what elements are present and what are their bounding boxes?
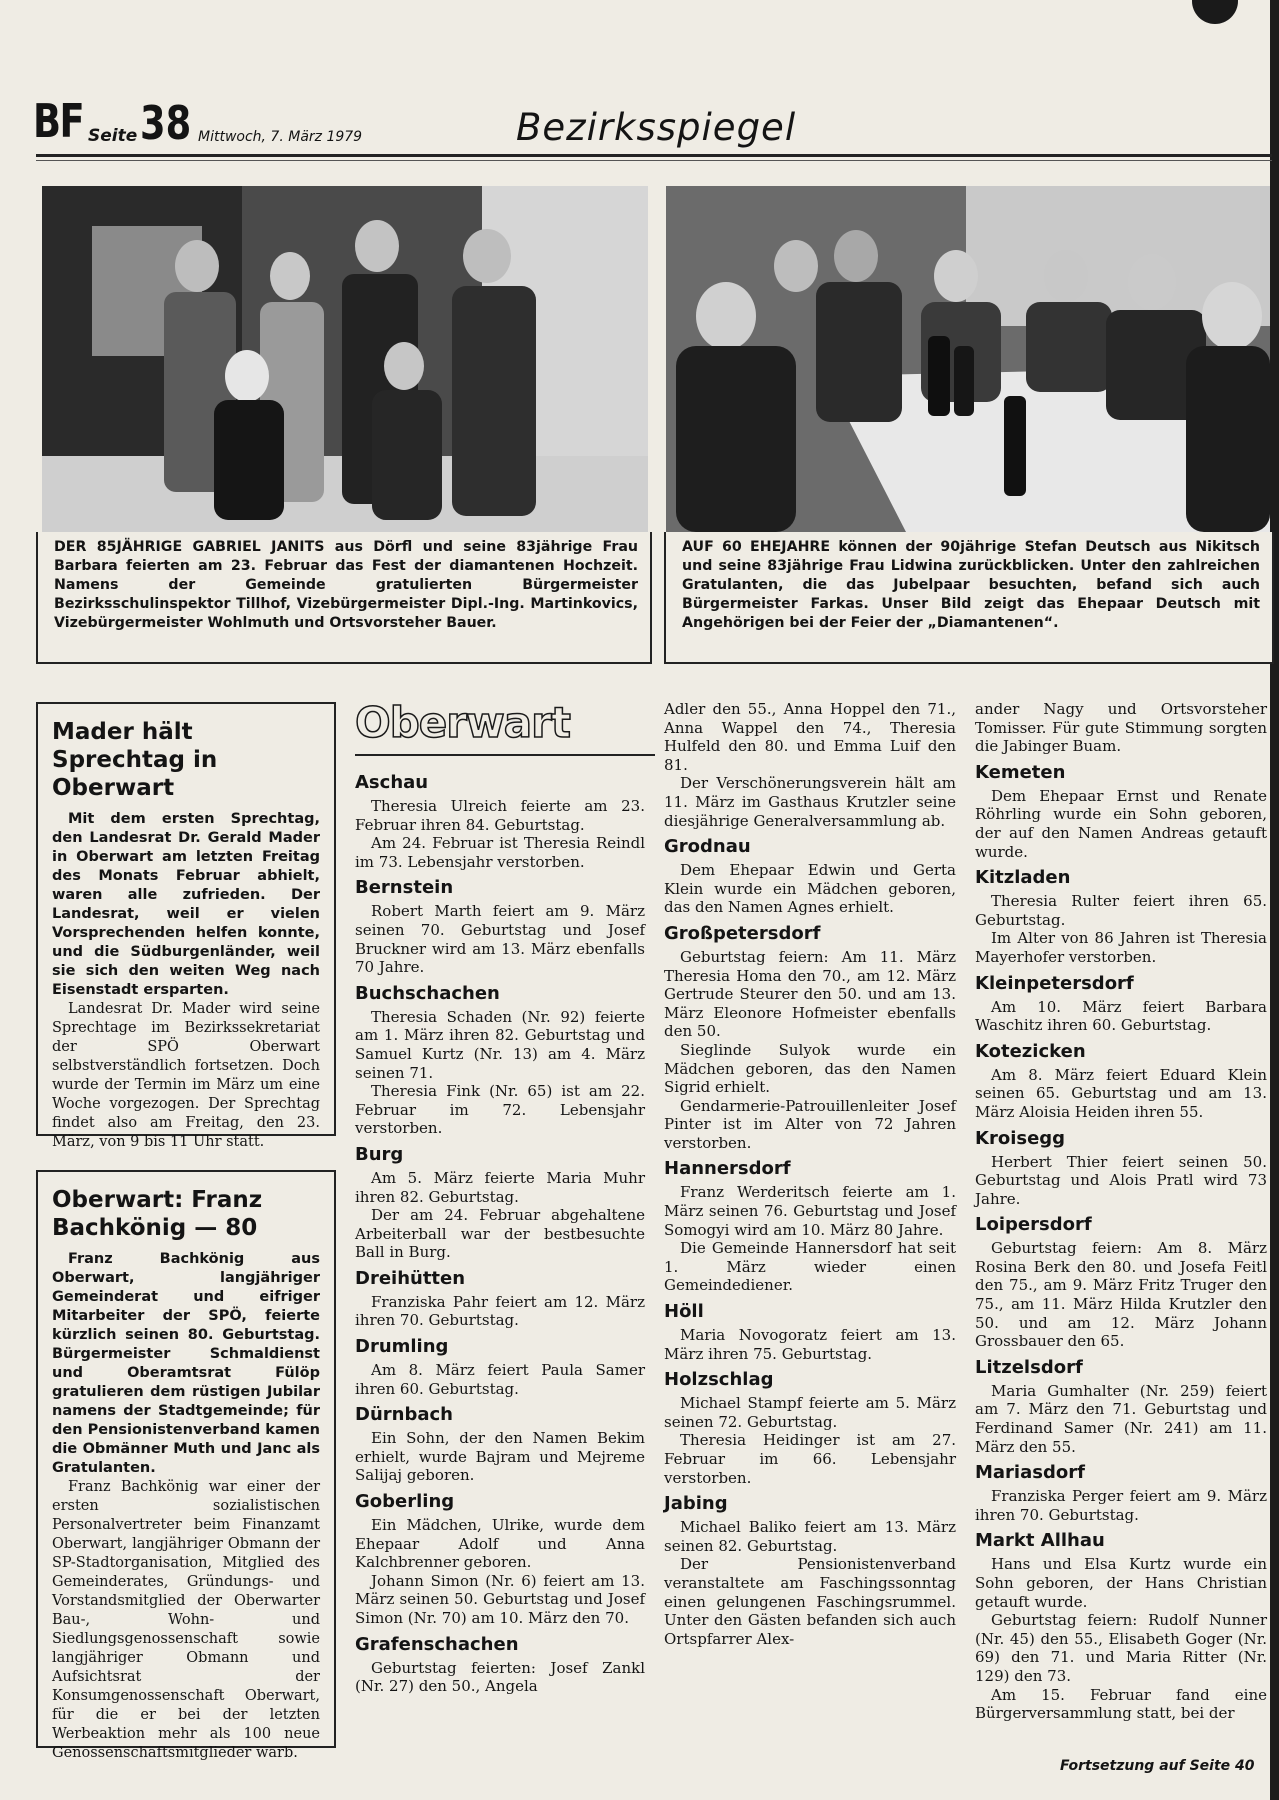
place-heading: Kotezicken	[975, 1040, 1086, 1062]
news-paragraph: Franziska Perger feiert am 9. März ihren 70. Geburtstag.	[975, 1487, 1267, 1524]
place-heading: Loipersdorf	[975, 1214, 1092, 1236]
news-paragraph: Franziska Pahr feiert am 12. März ihren 70. Geburtstag.	[355, 1292, 645, 1330]
place-heading: Holzschlag	[664, 1369, 774, 1391]
news-column-3	[975, 700, 1267, 1723]
news-paragraph: Theresia Schaden (Nr. 92) feierte am 1. März ihren 82. Geburtstag und Samuel Kurtz (Nr. 13) am 4. März seinen 71.	[355, 1007, 645, 1082]
news-paragraph: Die Gemeinde Hannersdorf hat seit 1. März wieder einen Gemeindediener.	[664, 1239, 956, 1295]
news-paragraph: Franz Werderitsch feierte am 1. März seinen 76. Geburtstag und Josef Somogyi wird am 10. März 80 Jahre.	[664, 1183, 956, 1239]
page-label: Seite	[88, 126, 138, 146]
place-heading: Kemeten	[975, 761, 1066, 783]
news-paragraph: Gendarmerie-Patrouillenleiter Josef Pinter ist im Alter von 72 Jahren verstorben.	[664, 1096, 956, 1152]
page-number: 38	[140, 96, 192, 150]
news-paragraph: ander Nagy und Ortsvorsteher Tomisser. Für gute Stimmung sorgten die Jabinger Buam.	[975, 700, 1267, 756]
place-heading: Hannersdorf	[664, 1158, 791, 1180]
news-paragraph: Am 8. März feiert Eduard Klein seinen 65. Geburtstag und am 13. März Aloisia Heiden ihren 55.	[975, 1065, 1267, 1121]
place-heading: Goberling	[355, 1491, 455, 1513]
news-paragraph: Am 10. März feiert Barbara Waschitz ihren 60. Geburtstag.	[975, 997, 1267, 1035]
article-bachkoenig-title: Oberwart: Franz Bachkönig — 80	[52, 1187, 263, 1241]
news-paragraph: Herbert Thier feiert seinen 50. Geburtstag und Alois Pratl wird 73 Jahre.	[975, 1152, 1267, 1208]
place-heading: Großpetersdorf	[664, 922, 821, 944]
header-rule	[36, 154, 1272, 157]
continued-note: Fortsetzung auf Seite 40	[1060, 1758, 1255, 1774]
news-paragraph: Michael Baliko feiert am 13. März seinen 82. Geburtstag.	[664, 1518, 956, 1555]
place-heading: Litzelsdorf	[975, 1356, 1083, 1378]
newspaper-logo: BF	[33, 94, 83, 148]
place-heading: Kroisegg	[975, 1127, 1066, 1149]
news-paragraph: Theresia Fink (Nr. 65) ist am 22. Februar im 72. Lebensjahr verstorben.	[355, 1082, 645, 1138]
oberwart-rule	[355, 754, 655, 756]
header-rule-thin	[36, 160, 1272, 161]
place-heading: Jabing	[664, 1493, 728, 1515]
place-heading: Kitzladen	[975, 867, 1071, 889]
news-paragraph: Ein Mädchen, Ulrike, wurde dem Ehepaar Adolf und Anna Kalchbrenner geboren.	[355, 1516, 645, 1572]
news-paragraph: Der am 24. Februar abgehaltene Arbeiterball war der bestbesuchte Ball in Burg.	[355, 1206, 645, 1262]
photo-right-image	[666, 186, 1270, 532]
caption-right: AUF 60 EHEJAHRE können der 90jährige Stefan Deutsch aus Nikitsch und seine 83jährige Frau Lidwina zurückblicken. Unter den zahlreichen Gratulanten, die das Jubelpaar besuchten, befand sich auch Bürgermeister Farkas. Unser Bild zeigt das Ehepaar Deutsch mit Angehörigen bei der Feier der „Diamantenen“.	[682, 539, 1260, 631]
place-heading: Burg	[355, 1143, 404, 1165]
place-heading: Buchschachen	[355, 982, 500, 1004]
news-paragraph: Im Alter von 86 Jahren ist Theresia Mayerhofer verstorben.	[975, 929, 1267, 966]
caption-left-box	[36, 532, 652, 664]
place-heading: Kleinpetersdorf	[975, 972, 1134, 994]
news-paragraph: Am 8. März feiert Paula Samer ihren 60. Geburtstag.	[355, 1361, 645, 1398]
article-mader-box	[36, 702, 336, 1150]
oberwart-heading: Oberwart	[355, 698, 570, 747]
article-mader-lead: Mit dem ersten Sprechtag, den Landesrat Dr. Gerald Mader in Oberwart am letzten Freitag des Monats Februar abhielt, waren alle zufrieden. Der Landesrat, weil er vielen Vorsprechenden helfen konnte, und die Südburgenländer, weil sie sich den weiten Weg nach Eisenstadt ersparten.	[52, 811, 320, 998]
news-paragraph: Robert Marth feiert am 9. März seinen 70. Geburtstag und Josef Bruckner wird am 13. März ebenfalls 70 Jahre.	[355, 902, 645, 977]
place-heading: Bernstein	[355, 877, 454, 899]
news-paragraph: Theresia Ulreich feierte am 23. Februar ihren 84. Geburtstag.	[355, 797, 645, 834]
news-paragraph: Sieglinde Sulyok wurde ein Mädchen geboren, das den Namen Sigrid erhielt.	[664, 1040, 956, 1097]
corner-mark	[1192, 0, 1238, 24]
place-heading: Grafenschachen	[355, 1633, 519, 1655]
article-bachkoenig-body: Franz Bachkönig war einer der ersten sozialistischen Personalvertreter beim Finanzamt Oberwart, langjähriger Obmann der SP-Stadtorganisation, Mitglied des Gemeinderates, Gründungs- und Vorstandsmitglied der Oberwarter Bau-, Wohn- und Siedlungsgenossenschaft sowie langjähriger Obmann und Aufsichtsrat der Konsumgenossenschaft Oberwart, für die er bei der letzten Werbeaktion mehr als 100 neue Genossenschaftsmitglieder warb.	[52, 1479, 320, 1761]
article-bachkoenig-box	[36, 1170, 336, 1761]
section-title: Bezirksspiegel	[516, 106, 797, 149]
place-heading: Mariasdorf	[975, 1462, 1085, 1484]
news-paragraph: Theresia Heidinger ist am 27. Februar im 66. Lebensjahr verstorben.	[664, 1431, 956, 1487]
news-paragraph: Am 15. Februar fand eine Bürgerversammlung statt, bei der	[975, 1685, 1267, 1723]
article-mader-body: Landesrat Dr. Mader wird seine Sprechtage im Bezirkssekretariat der SPÖ Oberwart selbstverständlich fortsetzen. Doch wurde der Termin im März um eine Woche vorgezogen. Der Sprechtag findet also am Freitag, den 23. März, von 9 bis 11 Uhr statt.	[52, 1001, 320, 1150]
news-paragraph: Hans und Elsa Kurtz wurde ein Sohn geboren, der Hans Christian getauft wurde.	[975, 1555, 1267, 1611]
news-paragraph: Dem Ehepaar Edwin und Gerta Klein wurde ein Mädchen geboren, das den Namen Agnes erhielt.	[664, 861, 956, 917]
article-bachkoenig-lead: Franz Bachkönig aus Oberwart, langjähriger Gemeinderat und eifriger Mitarbeiter der SPÖ, feierte kürzlich seinen 80. Geburtstag. Bürgermeister Schmaldienst und Oberamtsrat Fülöp gratulieren dem rüstigen Jubilar namens der Stadtgemeinde; für den Pensionistenverband kamen die Obmänner Muth und Janc als Gratulanten.	[52, 1251, 320, 1476]
news-paragraph: Adler den 55., Anna Hoppel den 71., Anna Wappel den 74., Theresia Hulfeld den 80. und Emma Luif den 81.	[664, 700, 956, 774]
place-heading: Drumling	[355, 1336, 449, 1358]
news-paragraph: Ein Sohn, der den Namen Bekim erhielt, wurde Bajram und Mejreme Salijaj geboren.	[355, 1429, 645, 1485]
news-paragraph: Michael Stampf feierte am 5. März seinen 72. Geburtstag.	[664, 1394, 956, 1431]
news-paragraph: Geburtstag feiern: Rudolf Nunner (Nr. 45) den 55., Elisabeth Goger (Nr. 69) den 71. und Maria Ritter (Nr. 129) den 73.	[975, 1611, 1267, 1685]
news-paragraph: Maria Gumhalter (Nr. 259) feiert am 7. März den 71. Geburtstag und Ferdinand Samer (Nr. 241) am 11. März den 55.	[975, 1381, 1267, 1456]
page-edge-shadow	[1270, 0, 1279, 1800]
place-heading: Markt Allhau	[975, 1530, 1105, 1552]
news-paragraph: Maria Novogoratz feiert am 13. März ihren 75. Geburtstag.	[664, 1326, 956, 1363]
place-heading: Höll	[664, 1301, 704, 1323]
news-paragraph: Der Verschönerungsverein hält am 11. März im Gasthaus Krutzler seine diesjährige Generalversammlung ab.	[664, 774, 956, 830]
photo-left	[42, 186, 648, 532]
news-paragraph: Der Pensionistenverband veranstaltete am Faschingssonntag einen gelungenen Faschingsrummel. Unter den Gästen befanden sich auch Ortspfarrer Alex-	[664, 1555, 956, 1648]
news-paragraph: Dem Ehepaar Ernst und Renate Röhrling wurde ein Sohn geboren, der auf den Namen Andreas getauft wurde.	[975, 786, 1267, 861]
news-paragraph: Am 5. März feierte Maria Muhr ihren 82. Geburtstag.	[355, 1168, 645, 1206]
place-heading: Dürnbach	[355, 1404, 453, 1426]
caption-left: DER 85JÄHRIGE GABRIEL JANITS aus Dörfl und seine 83jährige Frau Barbara feierten am 23. Februar das Fest der diamantenen Hochzeit. Namens der Gemeinde gratulierten Bürgermeister Bezirksschulinspektor Tillhof, Vizebürgermeister Dipl.-Ing. Martinkovics, Vizebürgermeister Wohlmuth und Ortsvorsteher Bauer.	[54, 539, 638, 631]
news-paragraph: Theresia Rulter feiert ihren 65. Geburtstag.	[975, 892, 1267, 929]
photo-right	[666, 186, 1270, 532]
issue-date: Mittwoch, 7. März 1979	[198, 129, 363, 145]
news-paragraph: Am 24. Februar ist Theresia Reindl im 73. Lebensjahr verstorben.	[355, 834, 645, 871]
place-heading: Aschau	[355, 772, 429, 793]
place-heading: Grodnau	[664, 836, 751, 858]
caption-right-box	[664, 532, 1274, 664]
news-paragraph: Johann Simon (Nr. 6) feiert am 13. März seinen 50. Geburtstag und Josef Simon (Nr. 70) am 10. März den 70.	[355, 1571, 645, 1627]
news-paragraph: Geburtstag feierten: Josef Zankl (Nr. 27) den 50., Angela	[355, 1658, 645, 1696]
place-heading: Dreihütten	[355, 1267, 466, 1289]
photo-left-image	[42, 186, 648, 532]
news-paragraph: Geburtstag feiern: Am 11. März Theresia Homa den 70., am 12. März Gertrude Steurer den 50. und am 13. März Eleonore Hofmeister ebenfalls den 50.	[664, 947, 956, 1041]
news-column-2	[664, 700, 956, 1648]
article-mader-title: Mader hält Sprechtag in Oberwart	[52, 719, 218, 801]
news-column-1	[355, 766, 645, 1696]
news-paragraph: Geburtstag feiern: Am 8. März Rosina Berk den 80. und Josefa Feitl den 75., am 9. März Fritz Truger den 75., am 11. März Hilda Krutzler den 50. und am 12. März Johann Grossbauer den 65.	[975, 1239, 1267, 1351]
